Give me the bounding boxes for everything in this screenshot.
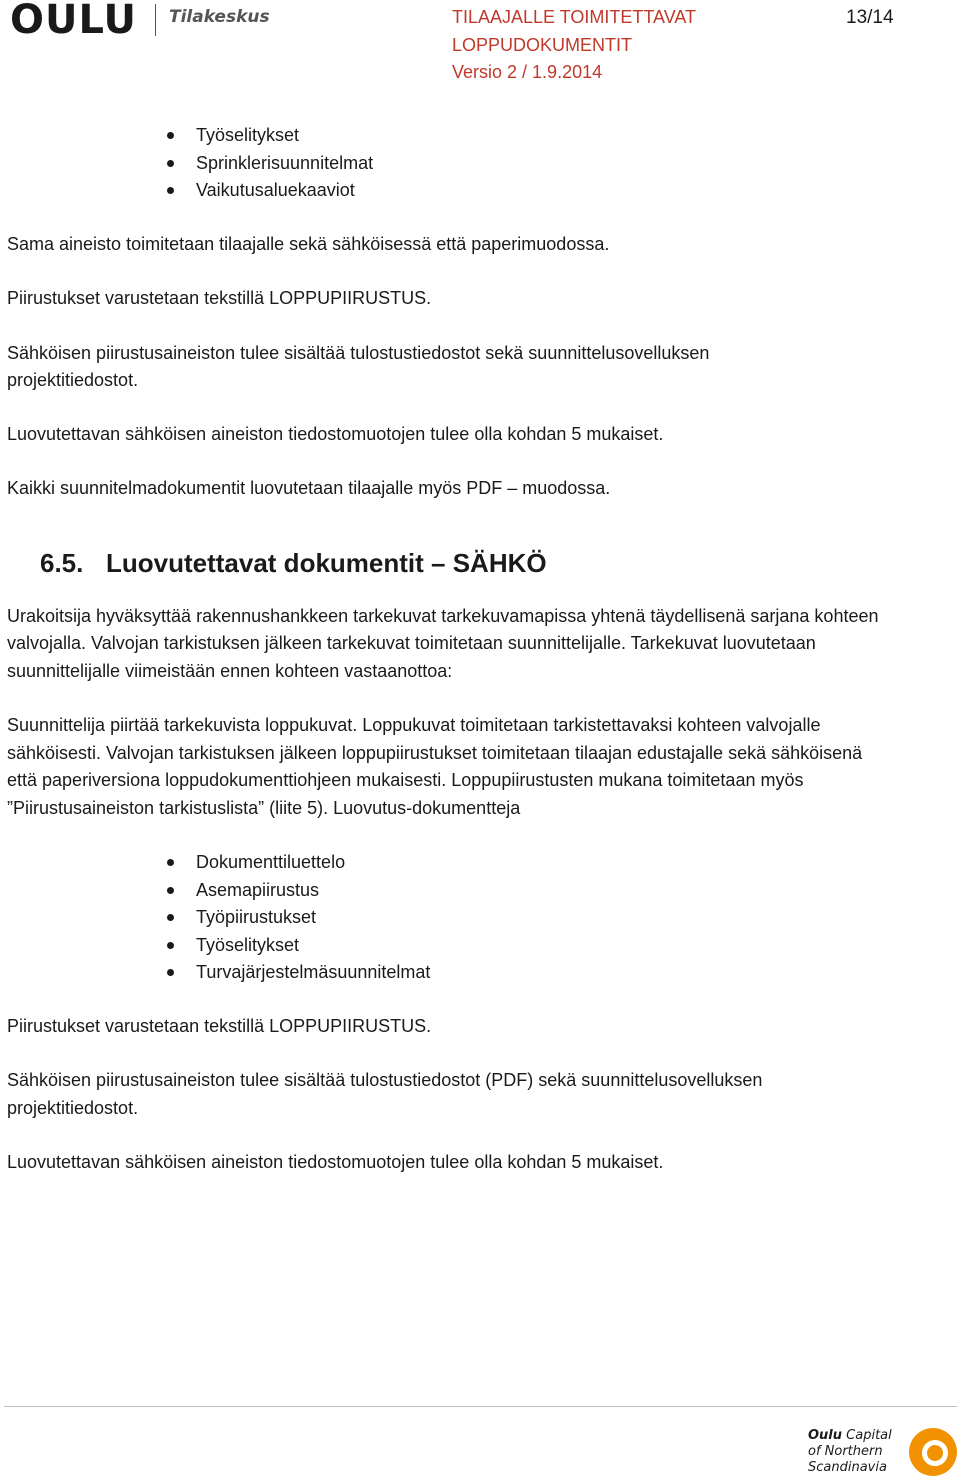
paragraph: Piirustukset varustetaan tekstillä LOPPUPIIRUSTUS. — [7, 288, 432, 308]
paragraph: Suunnittelija piirtää tarkekuvista loppukuvat. Loppukuvat toimitetaan tarkistettavaksi kohteen valvojalle sähköisesti. Valvojan tarkistuksen jälkeen loppupiirustukset toimitetaan tilaajan edustajalle sekä sähköisenä että paperiversiona loppudokumenttiohjeen mukaisesti. Loppupiirustusten mukana toimitetaan myös ”Piirustusaineiston tarkistuslista” (liite 5). Luovutus-dokumentteja — [7, 715, 863, 818]
oulu-logo: OULU — [10, 0, 138, 43]
paragraph: Urakoitsija hyväksyttää rakennushankkeen tarkekuvat tarkekuvamapissa yhtenä täydellisenä sarjana kohteen valvojalla. Valvojan tarkistuksen jälkeen tarkekuvat toimitetaan suunnittelijalle. Tarkekuvat luovutetaan suunnittelijalle viimeistään ennen kohteen vastaanottoa: — [7, 605, 879, 681]
paragraph: Sähköisen piirustusaineiston tulee sisältää tulostustiedostot sekä suunnittelusovelluksen projektitiedostot. — [7, 342, 710, 390]
footer-logo-line3: Scandinavia — [808, 1460, 887, 1475]
page-header — [0, 0, 960, 90]
list-item: Dokumenttiluettelo — [7, 849, 927, 877]
oulu-circle-icon — [909, 1428, 957, 1476]
footer-logo-oulu: Oulu — [808, 1428, 843, 1443]
paragraph: Luovutettavan sähköisen aineiston tiedostomuotojen tulee olla kohdan 5 mukaiset. — [7, 423, 664, 444]
list-item: Vaikutusaluekaaviot — [7, 177, 927, 205]
list-item: Asemapiirustus — [7, 877, 927, 905]
list-item: Työselitykset — [7, 932, 927, 960]
paragraph: Sama aineisto toimitetaan tilaajalle sekä sähköisessä että paperimuodossa. — [7, 233, 610, 254]
footer-logo-text — [808, 1428, 892, 1476]
doc-title-line2: LOPPUDOKUMENTIT — [452, 34, 633, 55]
footer-logo-capital: Capital — [846, 1428, 892, 1443]
doc-title-line1: TILAAJALLE TOIMITETTAVAT — [452, 7, 697, 27]
list-item: Työpiirustukset — [7, 904, 927, 932]
list-item: Turvajärjestelmäsuunnitelmat — [7, 959, 927, 987]
doc-version: Versio 2 / 1.9.2014 — [452, 62, 603, 82]
oulu-capital-logo — [808, 1428, 958, 1478]
bullet-list-2 — [7, 849, 927, 987]
section-number: 6.5. — [40, 547, 84, 578]
footer-divider — [4, 1406, 957, 1407]
paragraph: Sähköisen piirustusaineiston tulee sisältää tulostustiedostot (PDF) sekä suunnittelusovelluksen projektitiedostot. — [7, 1070, 763, 1118]
page-body — [7, 122, 927, 1177]
section-title: Luovutettavat dokumentit – SÄHKÖ — [106, 547, 547, 578]
section-heading — [7, 546, 927, 580]
logo-divider — [155, 4, 156, 36]
document-meta — [452, 4, 696, 87]
footer-logo-line2: of Northern — [808, 1444, 883, 1459]
page-number: 13/14 — [846, 7, 894, 28]
paragraph: Piirustukset varustetaan tekstillä LOPPUPIIRUSTUS. — [7, 1015, 432, 1036]
paragraph: Luovutettavan sähköisen aineiston tiedostomuotojen tulee olla kohdan 5 mukaiset. — [7, 1152, 664, 1172]
paragraph: Kaikki suunnitelmadokumentit luovutetaan tilaajalle myös PDF – muodossa. — [7, 478, 611, 498]
list-item: Sprinklerisuunnitelmat — [7, 150, 927, 178]
list-item: Työselitykset — [7, 122, 927, 150]
tilakeskus-logo: Tilakeskus — [169, 7, 270, 27]
bullet-list-1 — [7, 122, 927, 205]
